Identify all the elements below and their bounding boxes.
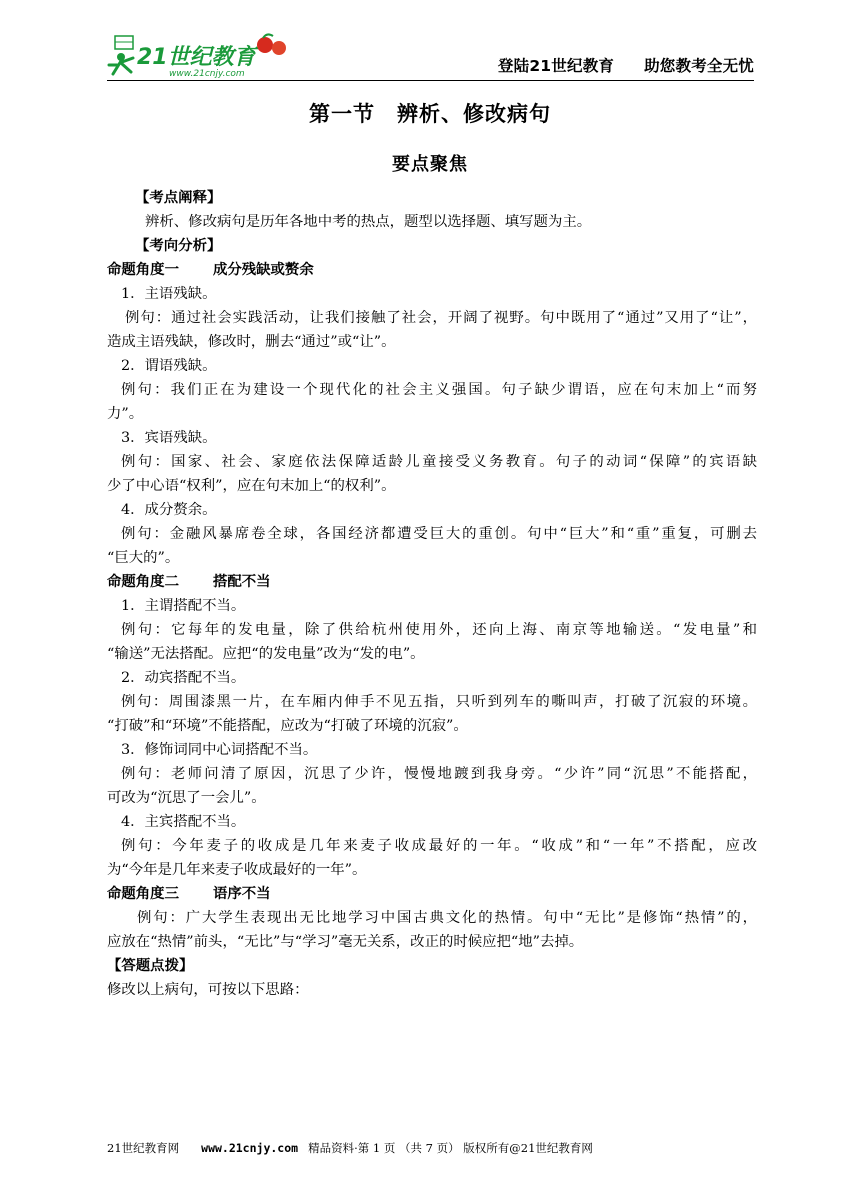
example-line: 例句：老师问清了原因，沉思了少许，慢慢地踱到我身旁。“少许”同“沉思”不能搭配， [121,766,757,782]
example-line: “打破”和“环境”不能搭配，应改为“打破了环境的沉寂”。 [107,718,468,734]
example-line: 造成主语残缺，修改时，删去“通过”或“让”。 [107,334,396,350]
example-line: 例句：通过社会实践活动，让我们接触了社会，开阔了视野。句中既用了“通过”又用了“让”， [125,310,757,326]
section-name: 辨析、修改病句 [397,102,551,126]
section-subtitle: 要点聚焦 [392,154,468,175]
example-line: 应放在“热情”前头，“无比”与“学习”毫无关系，改正的时候应把“地”去掉。 [107,934,584,950]
angle-label: 命题角度二 [107,574,179,590]
example-line: 例句：广大学生表现出无比地学习中国古典文化的热情。句中“无比”是修饰“热情”的， [137,910,757,926]
example-line: “输送”无法搭配。应把“的发电量”改为“发的电”。 [107,646,425,662]
heading-analysis: 【考向分析】 [135,238,222,254]
angle-topic: 语序不当 [212,886,271,902]
item-heading: 4．成分赘余。 [121,502,217,518]
example-line: 例句：金融风暴席卷全球，各国经济都遭受巨大的重创。句中“巨大”和“重”重复，可删去 [121,526,757,542]
section-number: 第一节 [309,102,375,126]
example-line: 力”。 [107,406,144,422]
document-body [107,186,757,1002]
21cnjy-logo [107,30,307,80]
section-title [0,98,860,128]
slogan-motto: 助您教考全无忧 [644,57,754,75]
angle-label: 命题角度三 [107,886,179,902]
page-footer [107,1140,593,1156]
page-header [107,30,754,81]
example-line: 少了中心语“权利”，应在句末加上“的权利”。 [107,478,396,494]
item-heading: 2．动宾搭配不当。 [121,670,246,686]
example-line: 例句：周围漆黑一片，在车厢内伸手不见五指，只听到列车的嘶叫声，打破了沉寂的环境。 [121,694,757,710]
example-line: 例句：今年麦子的收成是几年来麦子收成最好的一年。“收成”和“一年”不搭配，应改 [121,838,757,854]
header-slogan [498,54,754,76]
angle-heading-1 [107,258,757,282]
footer-url[interactable]: www.21cnjy.com [201,1141,299,1155]
item-heading: 2．谓语残缺。 [121,358,217,374]
footer-site: 21世纪教育网 [107,1141,180,1155]
heading-tips: 【答题点拨】 [107,958,194,974]
example-line: 可改为“沉思了一会儿”。 [107,790,266,806]
example-line: 例句：我们正在为建设一个现代化的社会主义强国。句子缺少谓语，应在句末加上“而努 [121,382,757,398]
example-line: 为“今年是几年来麦子收成最好的一年”。 [107,862,367,878]
paragraph-line: 辨析、修改病句是历年各地中考的热点，题型以选择题、填写题为主。 [145,214,592,230]
item-heading: 1．主谓搭配不当。 [121,598,246,614]
footer-page-info: 精品资料·第 1 页 （共 7 页） 版权所有@21世纪教育网 [308,1141,593,1155]
example-line: 例句：它每年的发电量，除了供给杭州使用外，还向上海、南京等地输送。“发电量”和 [121,622,757,638]
angle-heading-3 [107,882,757,906]
item-heading: 3．修饰词同中心词搭配不当。 [121,742,318,758]
item-heading: 1．主语残缺。 [121,286,217,302]
slogan-login: 登陆21世纪教育 [497,57,615,75]
angle-heading-2 [107,570,757,594]
svg-text:www.21cnjy.com: www.21cnjy.com [169,69,245,79]
angle-topic: 成分残缺或赘余 [212,262,314,278]
angle-label: 命题角度一 [107,262,179,278]
item-heading: 4．主宾搭配不当。 [121,814,246,830]
example-line: 例句：国家、社会、家庭依法保障适龄儿童接受义务教育。句子的动词“保障”的宾语缺 [121,454,757,470]
svg-text:21世纪教育: 21世纪教育 [137,45,256,70]
heading-explanation: 【考点阐释】 [135,190,222,206]
example-line: “巨大的”。 [107,550,180,566]
paragraph-line: 修改以上病句，可按以下思路： [107,982,309,998]
item-heading: 3．宾语残缺。 [121,430,217,446]
angle-topic: 搭配不当 [212,574,271,590]
